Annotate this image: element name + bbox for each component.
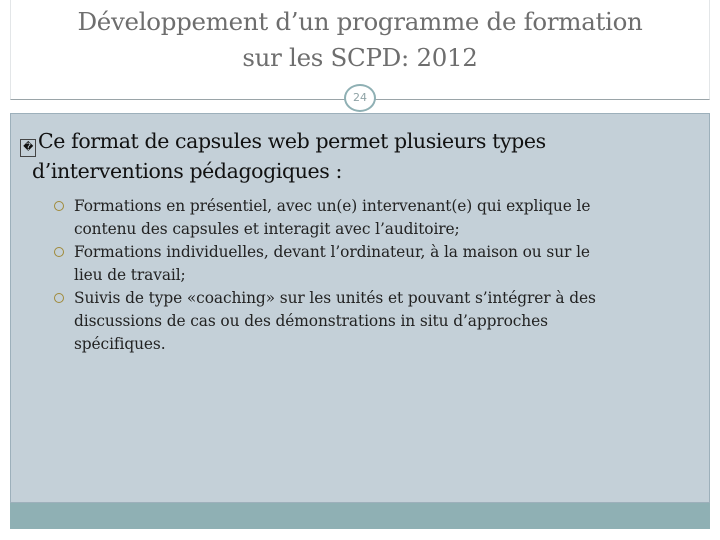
list-item-line: contenu des capsules et interagit avec l’auditoire; [74,220,460,238]
list-item-line: discussions de cas ou des démonstrations in situ d’approches [74,312,548,330]
list-item-line: lieu de travail; [74,266,186,284]
list-item [52,241,682,287]
main-bullet [20,127,700,186]
hollow-circle-icon [54,201,64,211]
list-item-line: spécifiques. [74,335,166,353]
list-item [52,195,682,241]
slide-title-line1: Développement d’un programme de formation [77,7,643,36]
slide-title [0,4,720,76]
main-bullet-line2: d’interventions pédagogiques : [32,159,343,183]
list-item-line: Suivis de type «coaching» sur les unités et pouvant s’intégrer à des [74,289,596,307]
page-number-badge: 24 [344,84,376,112]
slide-title-line2: sur les SCPD: 2012 [242,43,478,72]
hollow-circle-icon [54,247,64,257]
list-item-line: Formations en présentiel, avec un(e) intervenant(e) qui explique le [74,197,591,215]
main-bullet-line1: Ce format de capsules web permet plusieurs types [38,129,546,153]
list-item [52,287,682,356]
footer-bar [10,503,710,529]
sub-bullet-list [52,195,682,356]
missing-glyph-icon: � [20,139,36,157]
list-item-line: Formations individuelles, devant l’ordinateur, à la maison ou sur le [74,243,590,261]
hollow-circle-icon [54,293,64,303]
